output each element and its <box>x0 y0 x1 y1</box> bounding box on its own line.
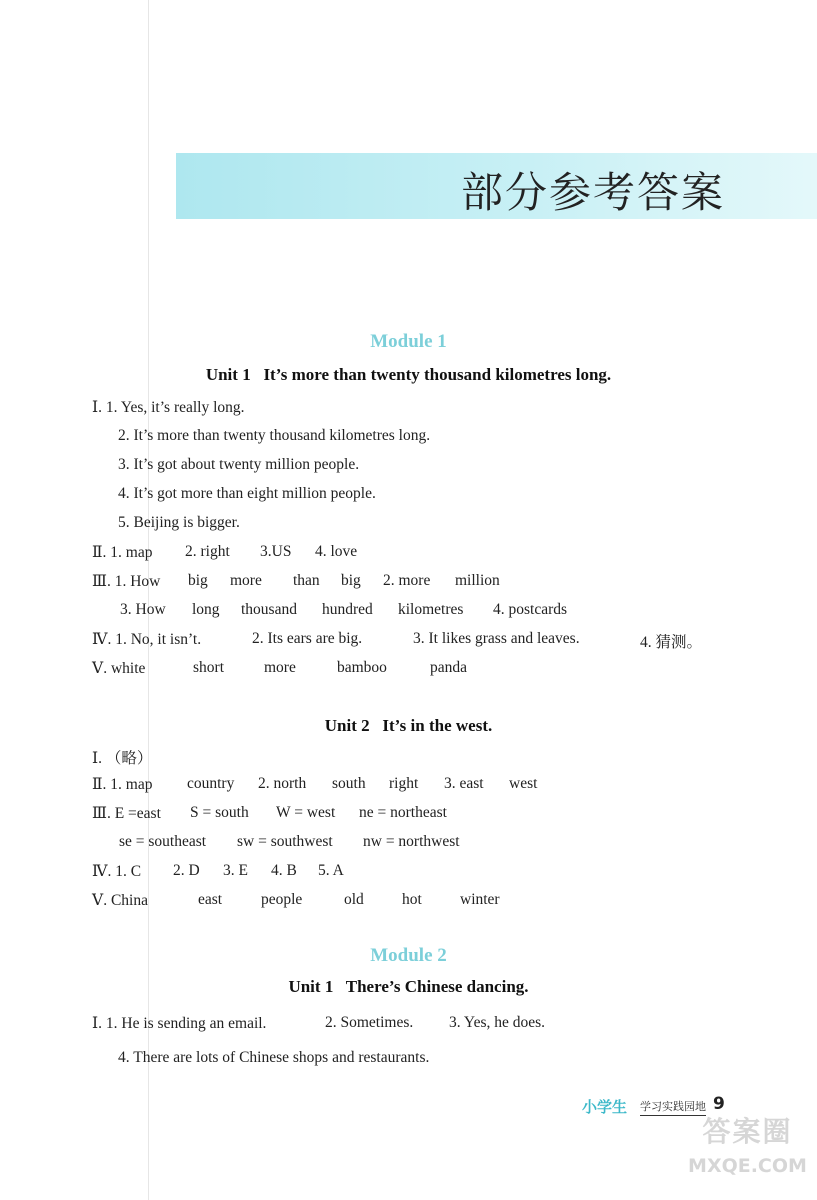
m1u2-s4-item-4: 4. B <box>271 862 297 879</box>
m1u1-s3-item-3: more <box>230 572 262 589</box>
m1u2-s5-item-6: winter <box>460 891 500 908</box>
m1u1-s3-item-10: thousand <box>241 601 297 618</box>
m1u1-s3-item-11: hundred <box>322 601 373 618</box>
m1u1-s4-item-3: 3. It likes grass and leaves. <box>413 630 580 647</box>
m1u2-s3-item-4: ne = northeast <box>359 804 447 821</box>
m1u1-s4-item-1: Ⅳ. 1. No, it isn’t. <box>92 631 202 648</box>
m1u2-s2-item-3: 2. north <box>258 775 307 792</box>
m1u2-s4-item-5: 5. A <box>318 862 344 879</box>
m1u2-s2-item-6: 3. east <box>444 775 484 792</box>
page-number: 9 <box>713 1094 725 1114</box>
m1u2-s2-item-5: right <box>389 775 419 792</box>
m1u2-s4-item-3: 3. E <box>223 862 248 879</box>
m1u1-s3-item-2: big <box>188 572 208 589</box>
module-2-unit-1-heading: Unit 1 There’s Chinese dancing. <box>288 977 529 996</box>
m1u2-s3-item-7: nw = northwest <box>363 833 460 850</box>
m2u1-s1-item-1: Ⅰ. 1. He is sending an email. <box>92 1015 267 1032</box>
m1u1-s1-q4: 4. It’s got more than eight million people. <box>118 485 376 502</box>
m1u2-s5-item-5: hot <box>402 891 422 908</box>
m1u2-s3-item-5: se = southeast <box>119 833 207 850</box>
m1u1-s5-item-4: bamboo <box>337 659 387 676</box>
m1u1-s2-item-2: 2. right <box>185 543 230 560</box>
m1u2-s3-item-6: sw = southwest <box>237 833 333 850</box>
m2u1-s1-item-4: 4. There are lots of Chinese shops and restaurants. <box>118 1049 430 1066</box>
m1u1-s1-q1 <box>92 398 245 417</box>
m1u1-s4-item-2: 2. Its ears are big. <box>252 630 363 647</box>
m1u1-s1-a1: Yes, it’s really long. <box>120 399 245 416</box>
m1u1-s3-item-7: million <box>455 572 500 589</box>
watermark-logo <box>680 1112 815 1198</box>
footer-subtitle: 学习实践园地 <box>640 1098 706 1116</box>
m1u1-s1-q3: 3. It’s got about twenty million people. <box>118 456 360 473</box>
m2u1-s1-item-3: 3. Yes, he does. <box>449 1014 546 1031</box>
m1u1-s5-item-1: Ⅴ. white <box>92 660 146 677</box>
m1u2-s5-item-2: east <box>198 891 223 908</box>
m1u1-s1-q5: 5. Beijing is bigger. <box>118 514 240 531</box>
m1u2-s2-item-1: Ⅱ. 1. map <box>92 776 153 793</box>
m1u1-s3-item-12: kilometres <box>398 601 464 618</box>
m1u2-s3-item-3: W = west <box>276 804 336 821</box>
m1u1-s3-item-6: 2. more <box>383 572 431 589</box>
m1u2-s4-item-1: Ⅳ. 1. C <box>92 863 142 880</box>
module-1-unit-2-heading: Unit 2 It’s in the west. <box>324 716 493 735</box>
footer-brand: 小学生 <box>582 1098 628 1116</box>
watermark-top: 答案圈 <box>702 1115 793 1148</box>
module-1-unit-1-heading: Unit 1 It’s more than twenty thousand kilometres long. <box>205 365 612 384</box>
m1u1-s3-item-5: big <box>341 572 361 589</box>
watermark-bottom: MXQE.COM <box>688 1155 807 1177</box>
m1u2-s1: Ⅰ. （略） <box>92 750 153 767</box>
m1u2-s3-item-2: S = south <box>190 804 249 821</box>
m1u1-s2-item-3: 3.US <box>260 543 292 560</box>
m1u1-s5-item-5: panda <box>430 659 468 676</box>
m1u1-s3-item-4: than <box>293 572 320 589</box>
m1u2-s2-item-2: country <box>187 775 235 792</box>
m1u1-s3-item-13: 4. postcards <box>493 601 568 618</box>
m1u1-s2-item-4: 4. love <box>315 543 358 560</box>
m1u2-s4-item-2: 2. D <box>173 862 200 879</box>
module-1-heading: Module 1 <box>370 331 447 352</box>
m1u1-s1-q2: 2. It’s more than twenty thousand kilometres long. <box>118 427 431 444</box>
m1u2-s5-item-1: Ⅴ. China <box>92 892 148 909</box>
m1u1-s3-item-8: 3. How <box>120 601 166 618</box>
m1u2-s5-item-3: people <box>261 891 303 908</box>
header-banner <box>176 153 817 219</box>
m1u1-s2-item-1: Ⅱ. 1. map <box>92 544 153 561</box>
module-2-heading: Module 2 <box>370 945 447 966</box>
m1u1-s5-item-3: more <box>264 659 296 676</box>
m1u1-s1-numeral: Ⅰ. 1. <box>92 399 118 416</box>
page-title: 部分参考答案 <box>460 168 725 217</box>
m1u2-s3-item-1: Ⅲ. E =east <box>92 805 161 822</box>
m2u1-s1-item-2: 2. Sometimes. <box>325 1014 414 1031</box>
m1u1-s5-item-2: short <box>193 659 224 676</box>
m1u2-s2-item-7: west <box>509 775 538 792</box>
m1u1-s3-item-1: Ⅲ. 1. How <box>92 573 161 590</box>
m1u1-s4-item-4: 4. 猜测。 <box>640 634 703 651</box>
m1u1-s3-item-9: long <box>192 601 220 618</box>
m1u2-s2-item-4: south <box>332 775 366 792</box>
m1u2-s5-item-4: old <box>344 891 364 908</box>
